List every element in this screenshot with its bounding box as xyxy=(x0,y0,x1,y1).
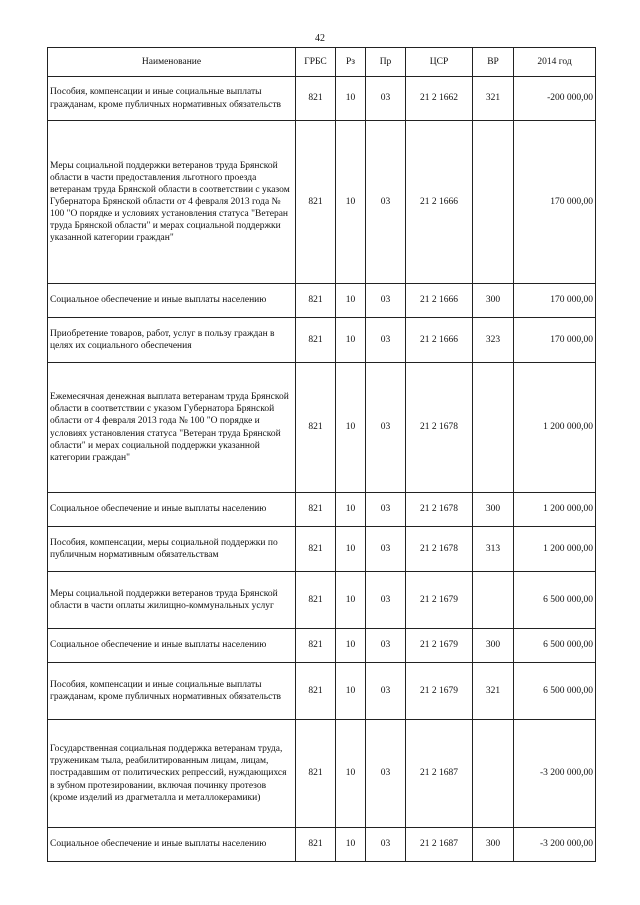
row-amount-cell: 6 500 000,00 xyxy=(514,572,596,629)
row-grbs-cell: 821 xyxy=(296,828,336,862)
row-csr-cell: 21 2 1679 xyxy=(406,663,473,720)
table-row xyxy=(48,121,596,284)
row-csr-cell: 21 2 1666 xyxy=(406,318,473,363)
row-pr-cell: 03 xyxy=(366,527,406,572)
row-name-cell: Социальное обеспечение и иные выплаты населению xyxy=(48,284,296,318)
budget-table xyxy=(47,47,596,862)
table-row xyxy=(48,77,596,121)
row-amount-cell: 6 500 000,00 xyxy=(514,663,596,720)
table-header-row xyxy=(48,48,596,77)
row-name-cell: Приобретение товаров, работ, услуг в пользу граждан в целях их социального обеспечения xyxy=(48,318,296,363)
row-name-cell: Меры социальной поддержки ветеранов труда Брянской области в части предоставления льготного проезда ветеранам труда Брянской области в соответствии с указом Губернатора Брянской области от 4 февраля 2013 года № 100 "О порядке и условиях установления статуса "Ветеран труда Брянской области" и мерах социальной поддержки указанной категории граждан" xyxy=(48,121,296,284)
row-rz-cell: 10 xyxy=(336,572,366,629)
row-pr-cell: 03 xyxy=(366,284,406,318)
table-row xyxy=(48,572,596,629)
row-amount-cell: -200 000,00 xyxy=(514,77,596,121)
row-vr-cell: 323 xyxy=(473,318,514,363)
row-name-cell: Социальное обеспечение и иные выплаты населению xyxy=(48,493,296,527)
row-pr-cell: 03 xyxy=(366,720,406,828)
row-pr-cell: 03 xyxy=(366,121,406,284)
row-rz-cell: 10 xyxy=(336,121,366,284)
row-name-cell: Социальное обеспечение и иные выплаты населению xyxy=(48,629,296,663)
row-vr-cell: 300 xyxy=(473,284,514,318)
row-pr-cell: 03 xyxy=(366,363,406,493)
row-amount-cell: 1 200 000,00 xyxy=(514,527,596,572)
row-pr-cell: 03 xyxy=(366,318,406,363)
row-vr-cell: 300 xyxy=(473,493,514,527)
row-vr-cell: 321 xyxy=(473,663,514,720)
column-header-vr: ВР xyxy=(473,48,514,77)
table-row xyxy=(48,527,596,572)
row-rz-cell: 10 xyxy=(336,828,366,862)
row-grbs-cell: 821 xyxy=(296,284,336,318)
row-csr-cell: 21 2 1678 xyxy=(406,363,473,493)
row-rz-cell: 10 xyxy=(336,493,366,527)
row-grbs-cell: 821 xyxy=(296,318,336,363)
row-pr-cell: 03 xyxy=(366,663,406,720)
row-vr-cell: 300 xyxy=(473,828,514,862)
table-row xyxy=(48,663,596,720)
row-vr-cell xyxy=(473,363,514,493)
row-grbs-cell: 821 xyxy=(296,363,336,493)
row-rz-cell: 10 xyxy=(336,318,366,363)
table-row xyxy=(48,720,596,828)
table-row xyxy=(48,363,596,493)
row-vr-cell: 321 xyxy=(473,77,514,121)
row-rz-cell: 10 xyxy=(336,720,366,828)
row-name-cell: Государственная социальная поддержка ветеранам труда, труженикам тыла, реабилитированным лицам, лицам, пострадавшим от политических репрессий, нуждающихся в зубном протезировании, включая починку протезов (кроме изделий из драгметалла и металлокерамики) xyxy=(48,720,296,828)
row-amount-cell: 1 200 000,00 xyxy=(514,363,596,493)
row-grbs-cell: 821 xyxy=(296,77,336,121)
column-header-pr: Пр xyxy=(366,48,406,77)
row-grbs-cell: 821 xyxy=(296,720,336,828)
row-grbs-cell: 821 xyxy=(296,493,336,527)
row-csr-cell: 21 2 1679 xyxy=(406,572,473,629)
row-pr-cell: 03 xyxy=(366,629,406,663)
row-grbs-cell: 821 xyxy=(296,527,336,572)
row-vr-cell: 313 xyxy=(473,527,514,572)
row-pr-cell: 03 xyxy=(366,493,406,527)
row-csr-cell: 21 2 1687 xyxy=(406,828,473,862)
row-amount-cell: 6 500 000,00 xyxy=(514,629,596,663)
row-pr-cell: 03 xyxy=(366,828,406,862)
row-amount-cell: 170 000,00 xyxy=(514,284,596,318)
row-pr-cell: 03 xyxy=(366,77,406,121)
table-row xyxy=(48,828,596,862)
row-grbs-cell: 821 xyxy=(296,629,336,663)
table-row xyxy=(48,493,596,527)
row-csr-cell: 21 2 1666 xyxy=(406,121,473,284)
row-csr-cell: 21 2 1678 xyxy=(406,527,473,572)
table-row xyxy=(48,318,596,363)
row-rz-cell: 10 xyxy=(336,363,366,493)
row-csr-cell: 21 2 1678 xyxy=(406,493,473,527)
row-amount-cell: -3 200 000,00 xyxy=(514,720,596,828)
table-row xyxy=(48,284,596,318)
column-header-rz: Рз xyxy=(336,48,366,77)
row-amount-cell: 170 000,00 xyxy=(514,318,596,363)
row-vr-cell xyxy=(473,121,514,284)
row-grbs-cell: 821 xyxy=(296,121,336,284)
row-name-cell: Пособия, компенсации, меры социальной поддержки по публичным нормативным обязательствам xyxy=(48,527,296,572)
row-csr-cell: 21 2 1687 xyxy=(406,720,473,828)
page-number: 42 xyxy=(315,33,325,44)
row-amount-cell: -3 200 000,00 xyxy=(514,828,596,862)
row-rz-cell: 10 xyxy=(336,77,366,121)
row-vr-cell xyxy=(473,720,514,828)
column-header-csr: ЦСР xyxy=(406,48,473,77)
row-amount-cell: 170 000,00 xyxy=(514,121,596,284)
row-name-cell: Пособия, компенсации и иные социальные выплаты гражданам, кроме публичных нормативных обязательств xyxy=(48,663,296,720)
row-name-cell: Социальное обеспечение и иные выплаты населению xyxy=(48,828,296,862)
column-header-name: Наименование xyxy=(48,48,296,77)
row-rz-cell: 10 xyxy=(336,284,366,318)
row-vr-cell: 300 xyxy=(473,629,514,663)
column-header-year: 2014 год xyxy=(514,48,596,77)
row-rz-cell: 10 xyxy=(336,629,366,663)
row-grbs-cell: 821 xyxy=(296,663,336,720)
row-vr-cell xyxy=(473,572,514,629)
row-name-cell: Меры социальной поддержки ветеранов труда Брянской области в части оплаты жилищно-коммунальных услуг xyxy=(48,572,296,629)
row-csr-cell: 21 2 1679 xyxy=(406,629,473,663)
row-csr-cell: 21 2 1666 xyxy=(406,284,473,318)
column-header-grbs: ГРБС xyxy=(296,48,336,77)
row-pr-cell: 03 xyxy=(366,572,406,629)
row-amount-cell: 1 200 000,00 xyxy=(514,493,596,527)
row-csr-cell: 21 2 1662 xyxy=(406,77,473,121)
row-name-cell: Пособия, компенсации и иные социальные выплаты гражданам, кроме публичных нормативных обязательств xyxy=(48,77,296,121)
table-row xyxy=(48,629,596,663)
row-grbs-cell: 821 xyxy=(296,572,336,629)
row-rz-cell: 10 xyxy=(336,663,366,720)
row-rz-cell: 10 xyxy=(336,527,366,572)
row-name-cell: Ежемесячная денежная выплата ветеранам труда Брянской области в соответствии с указом Губернатора Брянской области от 4 февраля 2013 года № 100 "О порядке и условиях установления статуса "Ветеран труда Брянской области" и мерах социальной поддержки указанной категории граждан" xyxy=(48,363,296,493)
